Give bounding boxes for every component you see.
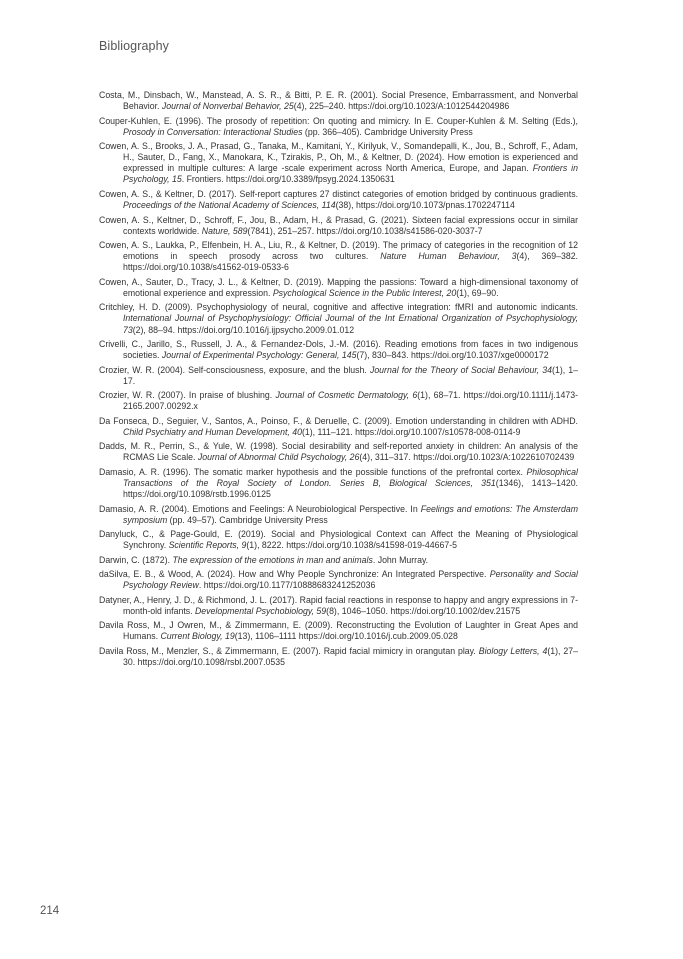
reference-entry: Cowen, A. S., Keltner, D., Schroff, F., Jou, B., Adam, H., & Prasad, G. (2021). Sixteen facial expressions occur in similar contexts worldwide. Nature, 589(7841), 251–257. https://doi.org/10.1038/s41586-020-3037-7 bbox=[99, 214, 578, 236]
reference-entry: Couper-Kuhlen, E. (1996). The prosody of repetition: On quoting and mimicry. In E. Couper-Kuhlen & M. Selting (Eds.), Prosody in Conversation: Interactional Studies (pp. 366–405). Cambridge University Press bbox=[99, 115, 578, 137]
reference-entry: Cowen, A., Sauter, D., Tracy, J. L., & Keltner, D. (2019). Mapping the passions: Toward a high-dimensional taxonomy of emotional experience and expression. Psychological Science in the Public Interest, 20(1), 69–90. bbox=[99, 276, 578, 298]
reference-entry: Da Fonseca, D., Seguier, V., Santos, A., Poinso, F., & Deruelle, C. (2009). Emotion understanding in children with ADHD. Child Psychiatry and Human Development, 40(1), 111–121. https://doi.org/10.1007/s10578-008-0114-9 bbox=[99, 415, 578, 437]
reference-entry: Cowen, A. S., & Keltner, D. (2017). Self-report captures 27 distinct categories of emotion bridged by continuous gradients. Proceedings of the National Academy of Sciences, 114(38), https://doi.org/10.1073/pnas.1702247114 bbox=[99, 188, 578, 211]
reference-entry: Cowen, A. S., Brooks, J. A., Prasad, G., Tanaka, M., Kamitani, Y., Kirilyuk, V., Somandepalli, K., Jou, B., Schroff, F., Adam, H., Sauter, D., Fang, X., Manokara, K., Tzirakis, P., Oh, M., & Keltner, D. (2024). How emotion is experienced and expressed in multiple cultures: A large -scale experiment across North America, Europe, and Japan. Frontiers in Psychology, 15. Frontiers. https://doi.org/10.3389/fpsyg.2024.1350631 bbox=[99, 141, 578, 185]
reference-entry: Davila Ross, M., J Owren, M., & Zimmermann, E. (2009). Reconstructing the Evolution of Laughter in Great Apes and Humans. Current Biology, 19(13), 1106–1111 https://doi.org/10.1016/j.cub.2009.05.028 bbox=[99, 620, 578, 642]
reference-entry: Damasio, A. R. (2004). Emotions and Feelings: A Neurobiological Perspective. In Feelings and emotions: The Amsterdam symposium (pp. 49–57). Cambridge University Press bbox=[99, 503, 578, 525]
reference-entry: Crozier, W. R. (2004). Self-consciousness, exposure, and the blush. Journal for the Theory of Social Behaviour, 34(1), 1–17. bbox=[99, 364, 578, 386]
reference-entry: Danyluck, C., & Page-Gould, E. (2019). Social and Physiological Context can Affect the Meaning of Physiological Synchrony. Scientific Reports, 9(1), 8222. https://doi.org/10.1038/s41598-019-44667-5 bbox=[99, 529, 578, 551]
reference-entry: Crozier, W. R. (2007). In praise of blushing. Journal of Cosmetic Dermatology, 6(1), 68–71. https://doi.org/10.1111/j.1473-2165.2007.00292.x bbox=[99, 390, 578, 412]
running-header: Bibliography bbox=[99, 39, 169, 53]
reference-entry: Dadds, M. R., Perrin, S., & Yule, W. (1998). Social desirability and self-reported anxiety in children: An analysis of the RCMAS Lie Scale. Journal of Abnormal Child Psychology, 26(4), 311–317. https://doi.org/10.1023/A:1022610702439 bbox=[99, 441, 578, 463]
reference-entry: Datyner, A., Henry, J. D., & Richmond, J. L. (2017). Rapid facial reactions in response to happy and angry expressions in 7-month-old infants. Developmental Psychobiology, 59(8), 1046–1050. https://doi.org/10.1002/dev.21575 bbox=[99, 594, 578, 616]
reference-entry: Davila Ross, M., Menzler, S., & Zimmermann, E. (2007). Rapid facial mimicry in orangutan play. Biology Letters, 4(1), 27–30. https://doi.org/10.1098/rsbl.2007.0535 bbox=[99, 645, 579, 668]
reference-entry: Darwin, C. (1872). The expression of the emotions in man and animals. John Murray. bbox=[99, 554, 429, 565]
reference-entry: Cowen, A. S., Laukka, P., Elfenbein, H. A., Liu, R., & Keltner, D. (2019). The primacy of categories in the recognition of 12 emotions in speech prosody across two cultures. Nature Human Behaviour, 3(4), 369–382. https://doi.org/10.1038/s41562-019-0533-6 bbox=[99, 240, 578, 273]
page-number: 214 bbox=[40, 905, 60, 917]
reference-entry: Damasio, A. R. (1996). The somatic marker hypothesis and the possible functions of the prefrontal cortex. Philosophical Transactions of the Royal Society of London. Series B, Biological Sciences, 351(1346), 1413–1420. https://doi.org/10.1098/rstb.1996.0125 bbox=[99, 466, 578, 500]
reference-entry: daSilva, E. B., & Wood, A. (2024). How and Why People Synchronize: An Integrated Perspective. Personality and Social Psychology Review. https://doi.org/10.1177/10888683241252036 bbox=[99, 569, 578, 591]
reference-entry: Critchley, H. D. (2009). Psychophysiology of neural, cognitive and affective integration: fMRI and autonomic indicants. International Journal of Psychophysiology: Official Journal of the Int Ernational Organization of Psychophysiology, 73(2), 88–94. https://doi.org/10.1016/j.ijpsycho.2009.01.012 bbox=[99, 302, 578, 335]
reference-entry: Costa, M., Dinsbach, W., Manstead, A. S. R., & Bitti, P. E. R. (2001). Social Presence, Embarrassment, and Nonverbal Behavior. Journal of Nonverbal Behavior, 25(4), 225–240. https://doi.org/10.1023/A:1012544204986 bbox=[99, 90, 578, 112]
reference-list bbox=[99, 90, 578, 672]
reference-entry: Crivelli, C., Jarillo, S., Russell, J. A., & Fernandez-Dols, J.-M. (2016). Reading emotions from faces in two indigenous societies. Journal of Experimental Psychology: General, 145(7), 830–843. https://doi.org/10.1037/xge0000172 bbox=[99, 339, 578, 361]
